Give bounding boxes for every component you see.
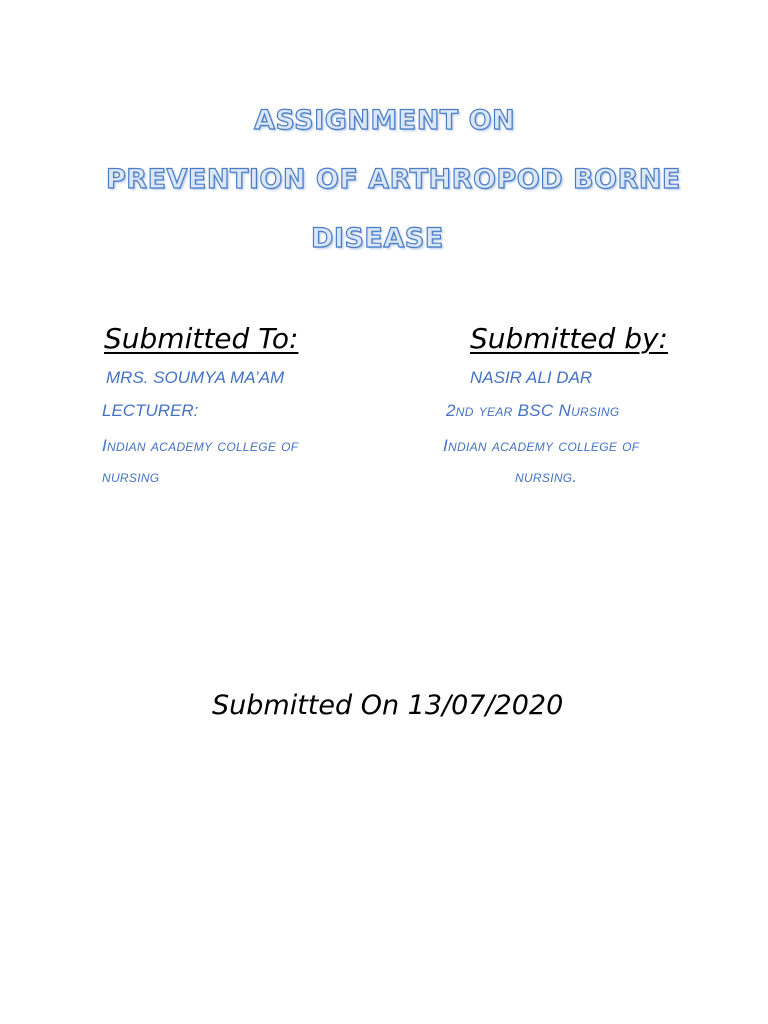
submitted-by-name: NASIR ALI DAR [470,368,593,387]
title-line-3: DISEASE [311,223,444,254]
submission-date: Submitted On 13/07/2020 [212,690,564,721]
title-line-2: PREVENTION OF ARTHROPOD BORNE [106,164,681,195]
submitted-to-role: LECTURER: [102,401,199,420]
submitted-by-role: 2nd year BSC Nursing [446,401,620,420]
submitted-by-institution-line1: Indian academy college of [443,436,640,455]
submitted-by-institution-line2: nursing. [515,467,578,486]
submitted-to-institution-line2: nursing [102,467,160,486]
submitted-to-institution-line1: Indian academy college of [102,436,299,455]
submitted-by-heading: Submitted by: [470,322,668,355]
submitted-to-heading: Submitted To: [104,322,299,355]
submitted-to-name: MRS. SOUMYA MA’AM [106,368,285,387]
title-line-1: ASSIGNMENT ON [254,105,516,136]
